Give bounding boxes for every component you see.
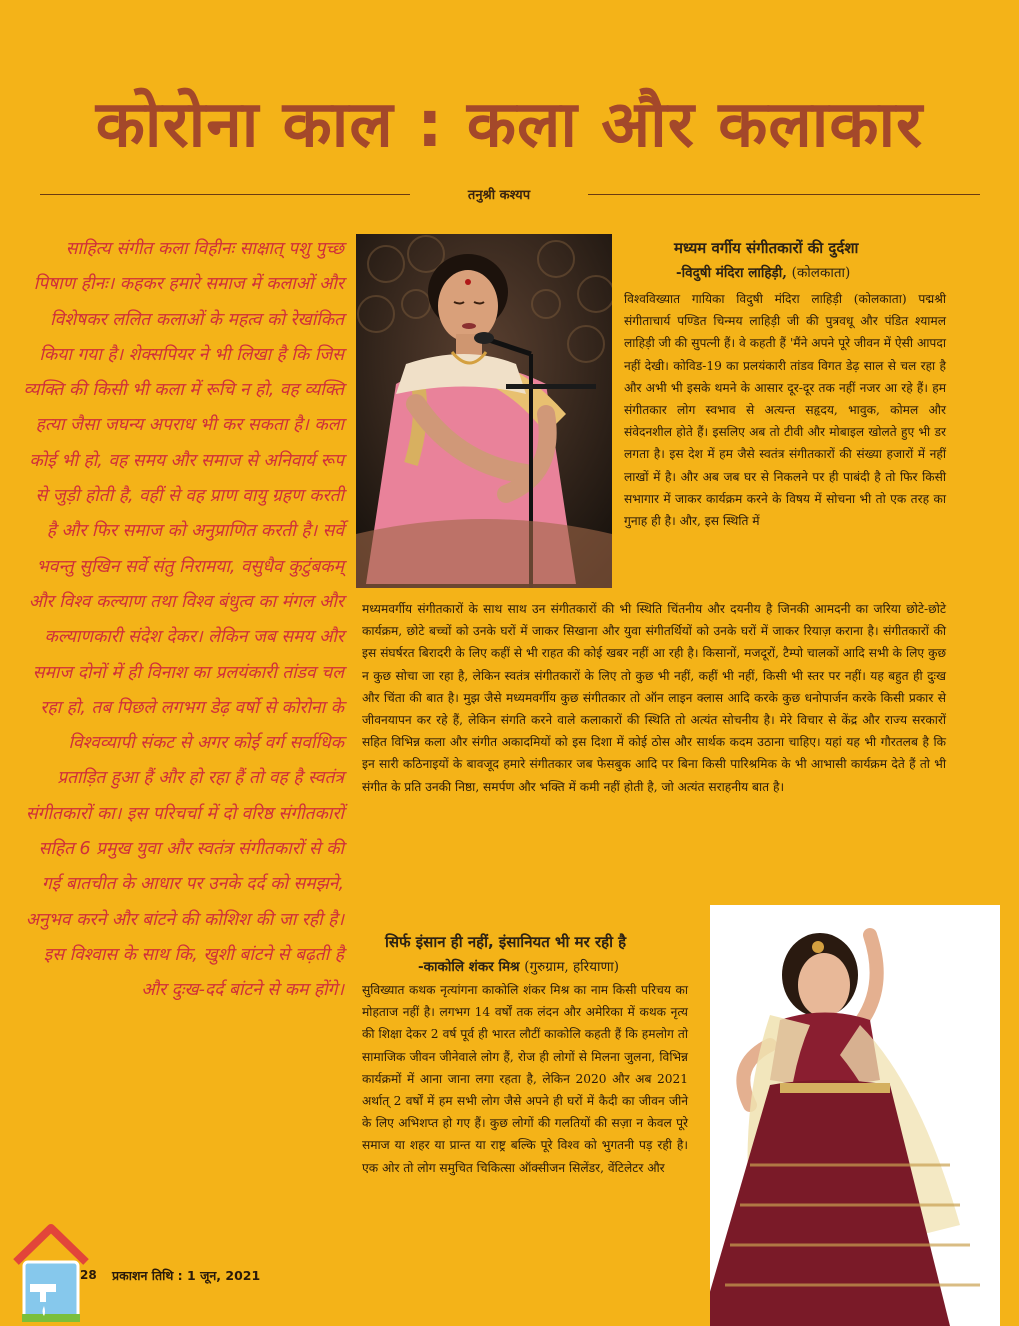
section1-paragraph-bottom: मध्यमवर्गीय संगीतकारों के साथ साथ उन संगीतकारों की भी स्थिति चिंतनीय और दयनीय है जिनकी आमदनी का जरिया छोटे-छोटे कार्यक्रम, छोटे बच्चों को उनके घरों में जाकर सिखाना और युवा संगीतर्थियों को उनके घरों में जाकर रियाज़ कराना है। संगीतकारों की इस संघर्षरत बिरादरी के लिए कहीं से भी राहत की कोई खबर नहीं आ रही है। किसानों, मजदूरों, टैम्पो चालकों आदि सभी के लिए कुछ न कुछ सोचा जा रहा है, लेकिन स्वतंत्र संगीतकारों के लिए तो कुछ भी नहीं, कहीं भी नहीं, किसी भी स्तर पर नहीं। यह बहुत ही दुःख और चिंता की बात है। मुझ जैसे मध्यमवर्गीय कुछ संगीतकार तो ऑन लाइन क्लास आदि करके कुछ धनोपार्जन करके किसी प्रकार से जीवनयापन कर रहे हैं, लेकिन संगति करने वाले कलाकारों की स्थिति तो अत्यंत सोचनीय है। मेरे विचार से केंद्र और राज्य सरकारों सहित विभिन्न कला और संगीत अकादमियों को इस दिशा में कोई ठोस और सार्थक कदम उठाना चाहिए। यहां यह भी गौरतलब है कि इन सारी कठिनाइयों के बावजूद हमारे संगीतकार जब फेसबुक आदि पर बिना किसी पारिश्रमिक के भी आभासी कार्यक्रम देते हैं तो भी संगीत के प्रति उनकी निष्ठा, समर्पण और भक्ति में कमी नहीं होती है, जो अत्यंत सराहनीय बात है। [362,602,946,794]
byline-rule-left [40,194,410,195]
byline [40,184,980,204]
article-title: कोरोना काल : कला और कलाकार [95,88,924,162]
section1-heading: मध्यम वर्गीय संगीतकारों की दुर्दशा [674,239,859,257]
section1-speaker [676,263,850,281]
singer-illustration [356,234,612,588]
page-number: 28 [80,1268,97,1282]
section2-paragraph: सुविख्यात कथक नृत्यांगना काकोलि शंकर मिश्र का नाम किसी परिचय का मोहताज नहीं है। लगभग 14 वर्षों तक लंदन और अमेरिका में कथक नृत्य की शिक्षा देकर 2 वर्ष पूर्व ही भारत लौटीं काकोलि कहती हैं कि हमलोग तो सामाजिक जीवन जीनेवाले लोग हैं, रोज ही लोगों से मिलना जुलना, विभिन्न कार्यक्रमों में आना जाना लगा रहता है, लेकिन 2020 और अब 2021 अर्थात् 2 वर्षों में हम सभी लोग जैसे अपने ही घरों में कैदी का जीवन जीने के लिए अभिशप्त हो गए हैं। कुछ लोगों की गलतियों की सज़ा न केवल पूरे समाज या शहर या प्रान्त या राष्ट्र बल्कि पूरे विश्व को भुगतनी पड़ रही है। एक ओर तो लोग समुचित चिकित्सा ऑक्सीजन सिलेंडर, वेंटिलेटर और [362,983,688,1175]
singer-photo [356,234,612,588]
byline-rule-right [588,194,980,195]
publish-date: प्रकाशन तिथि : 1 जून, 2021 [112,1268,261,1283]
section1-speaker-location: (कोलकाता) [791,265,851,281]
section2-heading: सिर्फ इंसान ही नहीं, इंसानियत भी मर रही है [385,933,627,951]
section1-speaker-name: -विदुषी मंदिरा लाहिड़ी, [676,265,787,281]
dancer-photo [710,905,1000,1326]
section2-speaker-location: (गुरुग्राम, हरियाणा) [524,959,620,975]
section1-paragraph-top: विश्वविख्यात गायिका विदुषी मंदिरा लाहिड़ी (कोलकाता) पद्मश्री संगीताचार्य पण्डित चिन्मय लाहिड़ी जी की पुत्रवधू और पंडित श्यामल लाहिड़ी जी की सुपत्नी हैं। वे कहती हैं 'मैंने अपने पूरे जीवन में ऐसी आपदा नहीं देखी। कोविड-19 का प्रलयंकारी तांडव विगत डेढ़ साल से चल रहा है और अभी भी इसके थमने के आसार दूर-दूर तक नहीं नजर आ रहे हैं। हम संगीतकार लोग स्वभाव से अत्यन्त सहृदय, भावुक, कोमल और संवेदनशील होते हैं। इसलिए अब तो टीवी और मोबाइल खोलते हुए भी डर लगता है। इस देश में हम जैसे स्वतंत्र संगीतकारों की संख्या हजारों में नहीं लाखों में है। और अब जब घर से निकलने पर ही पाबंदी है तो फिर किसी सभागार में जाकर कार्यक्रम करने के विषय में सोचना भी तो एक तरह का गुनाह ही है। और, इस स्थिति में [624,292,946,529]
intro-text [22,232,344,1009]
section2-speaker [418,957,619,975]
dancer-illustration [710,905,1000,1326]
author-name: तनुश्री कश्यप [467,188,531,203]
section2-speaker-name: -काकोलि शंकर मिश्र [418,959,520,975]
intro-paragraph: साहित्य संगीत कला विहीनः साक्षात् पशु पुच्छ पिषाण हीनः। कहकर हमारे समाज में कलाओं और विशेषकर ललित कलाओं के महत्व को रेखांकित किया गया है। शेक्सपियर ने भी लिखा है कि जिस व्यक्ति की किसी भी कला में रूचि न हो, वह व्यक्ति हत्या जैसा जघन्य अपराध भी कर सकता है। कला कोई भी हो, वह समय और समाज से अनिवार्य रूप से जुड़ी होती है, वहीं से वह प्राण वायु ग्रहण करती है और फिर समाज को अनुप्राणित करती है। सर्वे भवन्तु सुखिन सर्वे संतु निरामया, वसुधैव कुटुंबकम् और विश्व कल्याण तथा विश्व बंधुत्व का मंगल और कल्याणकारी संदेश देकर। लेकिन जब समय और समाज दोनों में ही विनाश का प्रलयंकारी तांडव चल रहा हो, तब पिछले लगभग डेढ़ वर्षो से कोरोना के विश्वव्यापी संकट से अगर कोई वर्ग सर्वाधिक प्रताड़ित हुआ हैं और हो रहा हैं तो वह है स्वतंत्र संगीतकारों का। इस परिचर्चा में दो वरिष्ठ संगीतकारों सहित 6 प्रमुख युवा और स्वतंत्र संगीतकारों से की गई बातचीत के आधार पर उनके दर्द को समझने, अनुभव करने और बांटने की कोशिश की जा रही है। इस विश्वास के साथ कि, खुशी बांटने से बढ़ती है और दुःख-दर्द बांटने से कम होंगे। [23,239,344,1001]
